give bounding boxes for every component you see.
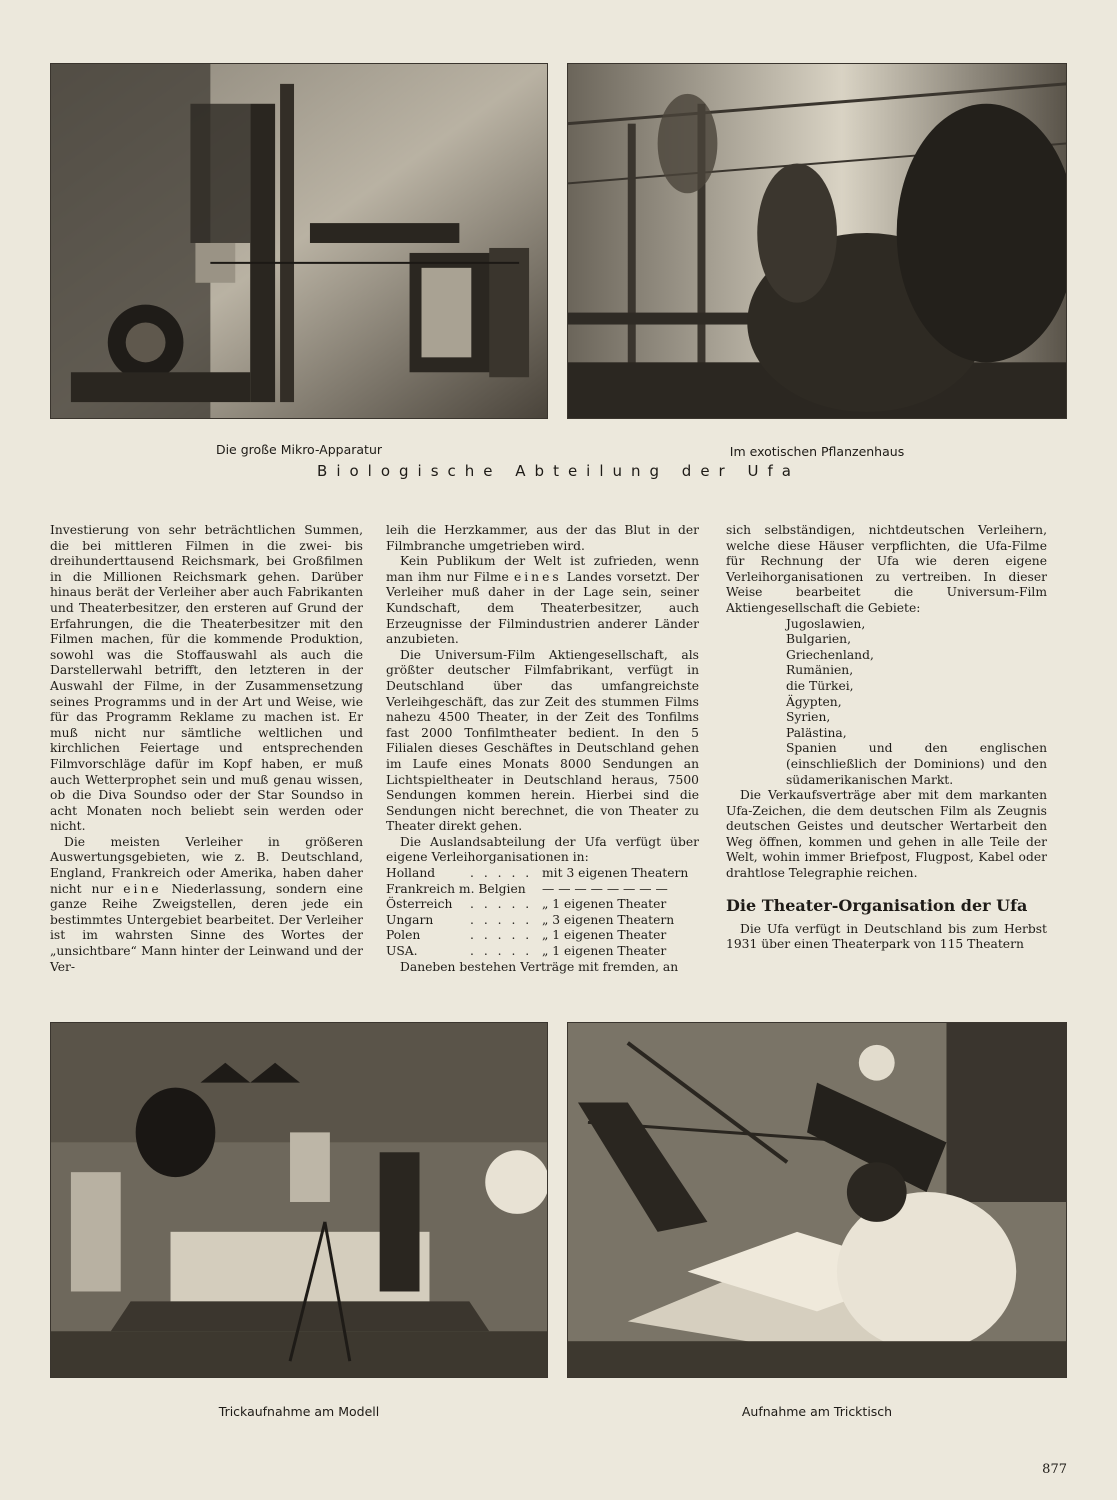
col3-paragraph-1: Die Verkaufsverträge aber mit dem markanten Ufa-Zeichen, die dem deutschen Film als Zeugnis deutschen Geistes und deutscher Wertarbeit den Weg öffnen, kommen und gehen in alle Teile der Welt, wohin immer Briefpost, Flugpost, Kabel oder drahtlose Telegraphie reichen. — [726, 788, 1047, 881]
col2-paragraph-0: leih die Herzkammer, aus der das Blut in der Filmbranche umgetrieben wird. — [386, 523, 699, 553]
country-item: Bulgarien, — [786, 632, 852, 647]
distribution-country: Ungarn — [386, 912, 434, 927]
distribution-value: „ 3 eigenen Theatern — [542, 912, 675, 927]
distribution-row — [386, 944, 699, 960]
photo-trick-model-image — [51, 1023, 547, 1377]
page-number: 877 — [1042, 1462, 1067, 1477]
col3-paragraph-0: sich selbständigen, nichtdeutschen Verleihern, welche diese Häuser verpflichten, die Ufa-Filme für Rechnung der Ufa wie deren eigene Verleihorganisationen zu vertreiben. In dieser Weise bearbeitet die Universum-Film Aktiengesellschaft die Gebiete: — [726, 523, 1047, 615]
col1-paragraph-2 — [50, 835, 363, 975]
distribution-value: — — — — — — — — — [542, 881, 668, 896]
subheading-theater-organisation: Die Theater-Organisation der Ufa — [726, 895, 1028, 915]
country-item: Rumänien, — [786, 663, 854, 678]
country-item-last: Spanien und den englischen (einschließlich der Dominions) und den südamerikanischen Markt. — [786, 741, 1047, 787]
col1-p2-spaced-word: eine — [123, 881, 162, 896]
country-item: Ägypten, — [786, 694, 842, 709]
country-item: Palästina, — [786, 725, 847, 740]
distribution-value: „ 1 eigenen Theater — [542, 944, 667, 959]
col2-p1-spaced-word: eines — [513, 569, 562, 584]
distribution-value: „ 1 eigenen Theater — [542, 897, 667, 912]
col2-p1-text-a: Kein Publikum der Welt ist zufrieden, wenn man ihm nur Filme — [386, 554, 699, 584]
text-column-1 — [50, 523, 363, 975]
caption-trick-table: Aufnahme am Tricktisch — [741, 1404, 893, 1419]
distribution-dots: . . . . . — [470, 912, 533, 927]
country-item: die Türkei, — [786, 678, 854, 693]
photo-plant-house-image — [568, 64, 1066, 418]
photo-plant-house — [567, 63, 1067, 419]
photo-trick-table — [567, 1022, 1067, 1378]
col2-p1-text-b: Landes vorsetzt. Der Verleiher muß daher in der Lage sein, seiner Kundschaft, dem Theaterbesitzer, auch Erzeugnisse der Filmindustrien anderer Länder anzubieten. — [386, 569, 699, 647]
distribution-row — [386, 897, 699, 913]
text-column-2 — [386, 523, 699, 975]
distribution-value: mit 3 eigenen Theatern — [542, 866, 689, 881]
photo-trick-table-image — [568, 1023, 1066, 1377]
distribution-row — [386, 866, 699, 882]
distribution-country: Frankreich m. Belgien — [386, 881, 526, 896]
country-item: Jugoslawien, — [786, 616, 866, 631]
country-item: Griechenland, — [786, 647, 874, 662]
photo-micro-apparatus-image — [51, 64, 547, 418]
section-title: Biologische Abteilung der Ufa — [317, 462, 800, 480]
col2-paragraph-4: Daneben bestehen Verträge mit fremden, an — [400, 959, 679, 974]
distribution-dots: . . . . . — [470, 944, 533, 959]
text-column-3 — [726, 523, 1047, 953]
photo-trick-model — [50, 1022, 548, 1378]
col1-p2-text-a: Die meisten Verleiher in größeren Auswertungsgebieten, wie z. B. Deutschland, England, Frankreich oder Amerika, haben daher nicht nur — [50, 834, 363, 896]
caption-plant-house: Im exotischen Pflanzenhaus — [729, 444, 905, 459]
distribution-country: Polen — [386, 928, 421, 943]
distribution-country: Holland — [386, 866, 436, 881]
distribution-row — [386, 882, 699, 898]
col2-paragraph-2: Die Universum-Film Aktiengesellschaft, als größter deutscher Filmfabrikant, verfügt in Deutschland über das umfangreichste Verleihgeschäft, das zur Zeit des stummen Films nahezu 4500 Theater, in der Zeit des Tonfilms fast 2000 Tonfilmtheater bedient. In den 5 Filialen dieses Geschäftes in Deutschland gehen im Laufe eines Monats 8000 Sendungen an Lichtspieltheater in Deutschland heraus, 7500 Sendungen kommen herein. Hierbei sind die Sendungen nicht berechnet, die von Theater zu Theater direkt gehen. — [386, 647, 699, 834]
distribution-country: Österreich — [386, 897, 453, 912]
distribution-country: USA. — [386, 944, 418, 959]
distribution-value: „ 1 eigenen Theater — [542, 928, 667, 943]
caption-micro-apparatus: Die große Mikro-Apparatur — [215, 442, 383, 457]
col1-p2-text-b: Niederlassung, sondern eine ganze Reihe Zweigstellen, deren jede ein bestimmtes Untergebiet bearbeitet. Der Verleiher ist im wahrsten Sinne des Wortes der „unsichtbare“ Mann hinter der Leinwand und der Ver- — [50, 881, 363, 974]
caption-trick-model: Trickaufnahme am Modell — [218, 1404, 380, 1419]
distribution-dots: . . . . . — [470, 866, 533, 881]
photo-micro-apparatus — [50, 63, 548, 419]
distribution-dots: . . . . . — [470, 928, 533, 943]
distribution-dots: . . . . . — [470, 897, 533, 912]
col1-paragraph-1: Investierung von sehr beträchtlichen Summen, die bei mittleren Filmen in die zwei- bis dreihunderttausend Reichsmark, bei Großfilmen in die Millionen Reichsmark gehen. Darüber hinaus berät der Verleiher aber auch Fabrikanten und Theaterbesitzer, den ersteren auf Grund der Erfahrungen, die die Theaterbesitzer mit den Filmen machen, für die kommende Produktion, sowohl was die Stoffauswahl als auch die Darstellerwahl betrifft, den letzteren in der Auswahl der Filme, in der Zusammensetzung seines Programms und in der Art und Weise, wie für das Programm Reklame zu machen ist. Er muß nicht nur sämtliche weltlichen und kirchlichen Feiertage und entsprechenden Filmvorschläge dafür im Kopf haben, er muß auch Wetterprophet sein und muß genau wissen, ob die Diva Soundso oder der Star Soundso in acht Monaten noch beliebt sein werden oder nicht. — [50, 523, 363, 834]
col2-paragraph-3: Die Auslandsabteilung der Ufa verfügt über eigene Verleihorganisationen in: — [386, 834, 699, 865]
country-item: Syrien, — [786, 710, 831, 725]
col3-paragraph-2: Die Ufa verfügt in Deutschland bis zum Herbst 1931 über einen Theaterpark von 115 Theatern — [726, 921, 1047, 952]
col2-paragraph-1 — [386, 554, 699, 648]
distribution-row — [386, 928, 699, 944]
distribution-list — [386, 866, 699, 960]
country-list — [786, 617, 1047, 789]
distribution-row — [386, 913, 699, 929]
